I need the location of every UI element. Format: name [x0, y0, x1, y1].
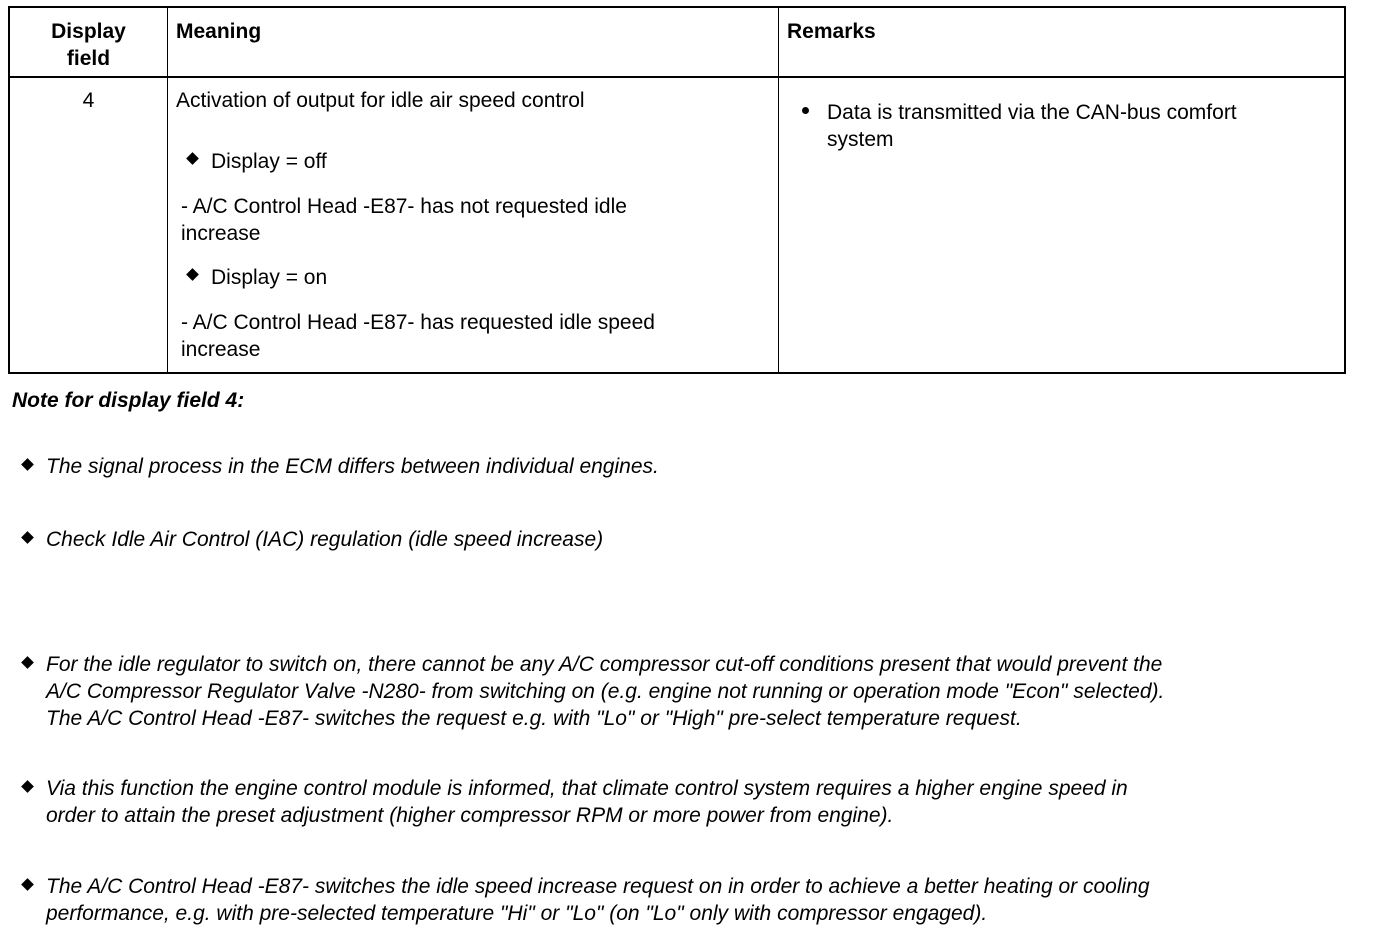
desc-display-off: - A/C Control Head -E87- has not requested idle increase — [181, 195, 627, 245]
diamond-bullet-icon — [186, 152, 199, 165]
header-remarks: Remarks — [787, 20, 876, 43]
diamond-bullet-icon — [21, 780, 34, 793]
note-text: Check Idle Air Control (IAC) regulation (idle speed increase) — [46, 528, 604, 551]
diamond-bullet-icon — [21, 531, 34, 544]
round-bullet-icon — [802, 107, 809, 114]
header-meaning: Meaning — [176, 20, 262, 43]
cell-display-field: 4 — [82, 89, 95, 112]
column-divider — [778, 8, 779, 372]
remark-text: Data is transmitted via the CAN-bus comfort system — [827, 101, 1237, 151]
header-divider — [10, 76, 1344, 78]
meaning-title: Activation of output for idle air speed control — [176, 89, 585, 112]
measuring-value-table — [8, 6, 1346, 374]
note-text: The A/C Control Head -E87- switches the idle speed increase request on in order to achieve a better heating or cooling performance, e.g. with pre-selected temperature "Hi" or "Lo" (on "Lo" only with compressor engaged). — [46, 875, 1150, 925]
diamond-bullet-icon — [21, 458, 34, 471]
note-text: For the idle regulator to switch on, there cannot be any A/C compressor cut-off conditions present that would prevent the A/C Compressor Regulator Valve -N280- from switching on (e.g. engine not running or operation mode "Econ" selected). The A/C Control Head -E87- switches the request e.g. with "Lo" or "High" pre-select temperature request. — [46, 653, 1165, 730]
note-text: The signal process in the ECM differs between individual engines. — [46, 455, 659, 478]
diamond-bullet-icon — [21, 878, 34, 891]
column-divider — [167, 8, 168, 372]
bullet-display-off: Display = off — [211, 150, 327, 173]
diamond-bullet-icon — [186, 268, 199, 281]
note-title: Note for display field 4: — [12, 389, 245, 412]
bullet-display-on: Display = on — [211, 266, 328, 289]
desc-display-on: - A/C Control Head -E87- has requested idle speed increase — [181, 311, 655, 361]
note-text: Via this function the engine control module is informed, that climate control system requires a higher engine speed in order to attain the preset adjustment (higher compressor RPM or more power from engine). — [46, 777, 1128, 827]
diamond-bullet-icon — [21, 656, 34, 669]
header-display-field: Display field — [51, 20, 126, 70]
